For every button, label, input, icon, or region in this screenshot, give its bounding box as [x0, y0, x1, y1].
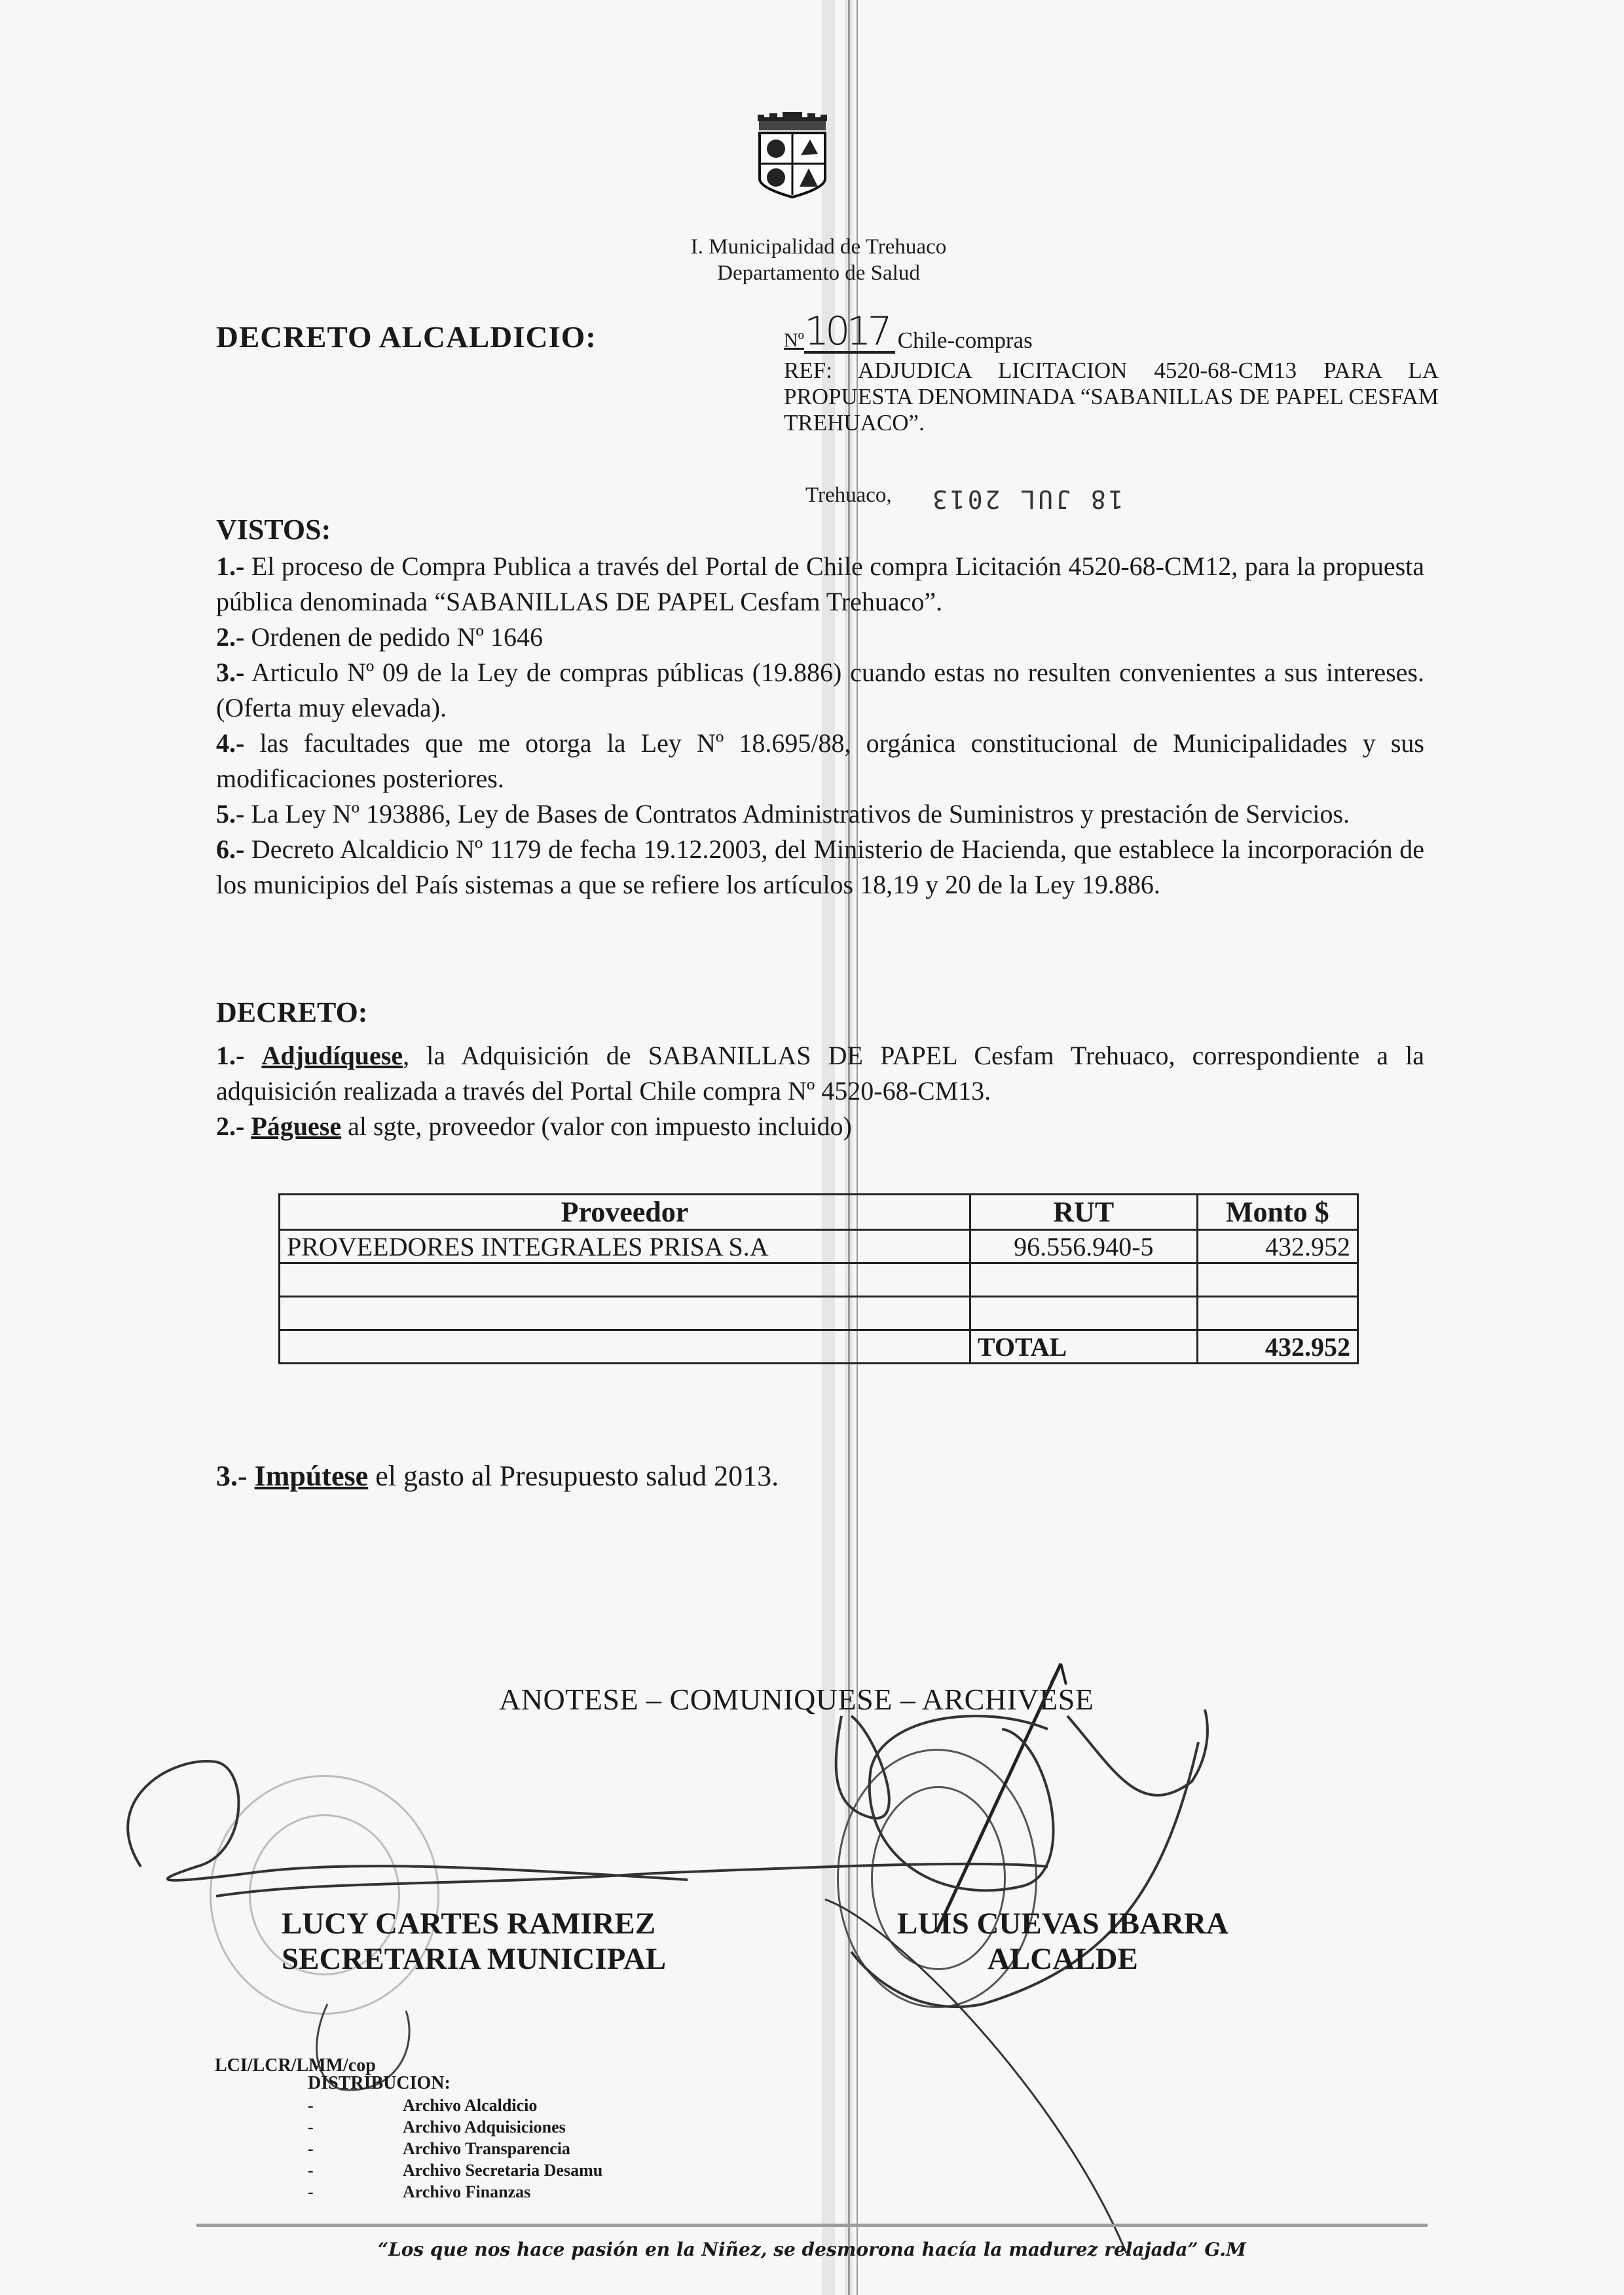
table-row: [280, 1297, 1358, 1330]
bullet: -: [308, 2118, 314, 2136]
distribution-heading: DISTRIBUCION:: [308, 2073, 451, 2093]
item-text: Articulo Nº 09 de la Ley de compras públicas (19.886) cuando estas no resulten convenientes a sus intereses. (Oferta muy elevada).: [216, 658, 1424, 722]
total-label: TOTAL: [970, 1330, 1197, 1364]
item-number: 3.-: [216, 658, 245, 687]
item-number: 3.-: [216, 1460, 248, 1492]
vistos-item: [216, 620, 1424, 655]
distribution-item: [308, 2095, 602, 2116]
item-text: el gasto al Presupuesto salud 2013.: [368, 1460, 779, 1492]
distribution-label: Archivo Secretaria Desamu: [403, 2161, 603, 2180]
decreto-item-paguese: [216, 1109, 1424, 1144]
mayor-role: ALCALDE: [987, 1942, 1138, 1976]
item-text: , la Adquisición de SABANILLAS DE PAPEL Cesfam Trehuaco, correspondiente a la adquisición realizada a través del Portal Chile compra Nº 4520-68-CM13.: [216, 1041, 1425, 1106]
closing-formula: ANOTESE – COMUNIQUESE – ARCHIVESE: [499, 1683, 1094, 1716]
secretary-name: LUCY CARTES RAMIREZ: [282, 1907, 656, 1941]
item-keyword: Impútese: [254, 1460, 369, 1492]
distribution-label: Archivo Finanzas: [403, 2182, 531, 2201]
distribution-label: Archivo Transparencia: [403, 2139, 570, 2158]
distribution-label: Archivo Adquisiciones: [403, 2118, 566, 2136]
provider-table: [278, 1193, 1359, 1364]
distribution-item: [308, 2138, 602, 2159]
cell-rut: [970, 1263, 1197, 1297]
item-text: las facultades que me otorga la Ley Nº 18.695/88, orgánica constitucional de Municipalidades y sus modificaciones posteriores.: [216, 728, 1424, 793]
header-proveedor: Proveedor: [280, 1195, 970, 1230]
vistos-heading: VISTOS:: [216, 513, 331, 546]
coat-of-arms-icon: [750, 108, 835, 200]
item-number: 1.-: [216, 551, 245, 581]
bullet: -: [308, 2182, 314, 2201]
bullet: -: [308, 2139, 314, 2158]
cell-empty: [280, 1330, 970, 1364]
decreto-heading: DECRETO:: [216, 996, 368, 1028]
reference-block: [784, 308, 1439, 436]
item-number: 2.-: [216, 1111, 245, 1141]
vistos-item: [216, 549, 1424, 620]
bullet: -: [308, 2096, 314, 2115]
mayor-name: LUIS CUEVAS IBARRA: [897, 1907, 1228, 1941]
cell-rut: 96.556.940-5: [970, 1230, 1197, 1263]
distribution-label: Archivo Alcaldicio: [403, 2096, 538, 2115]
item-number: 6.-: [216, 834, 245, 864]
table-header-row: [280, 1195, 1358, 1230]
distribution-list: [308, 2095, 602, 2203]
reference-text: REF: ADJUDICA LICITACION 4520-68-CM13 PARA LA PROPUESTA DENOMINADA “SABANILLAS DE PAPEL CESFAM TREHUACO”.: [784, 358, 1439, 436]
table-row: [280, 1230, 1358, 1263]
item-text: Decreto Alcaldicio Nº 1179 de fecha 19.12.2003, del Ministerio de Hacienda, que establece la incorporación de los municipios del País sistemas a que se refiere los artículos 18,19 y 20 de la Ley 19.886.: [216, 834, 1424, 899]
distribution-item: [308, 2159, 602, 2181]
decreto-item-imputese: [216, 1459, 779, 1493]
drafting-initials: LCI/LCR/LMM/cop: [215, 2055, 376, 2076]
item-text: La Ley Nº 193886, Ley de Bases de Contratos Administrativos de Suministros y prestación de Servicios.: [244, 799, 1350, 829]
distribution-item: [308, 2181, 602, 2203]
cell-monto: [1197, 1297, 1357, 1330]
item-text: El proceso de Compra Publica a través del Portal de Chile compra Licitación 4520-68-CM12, para la propuesta pública denominada “SABANILLAS DE PAPEL Cesfam Trehuaco”.: [216, 551, 1424, 616]
cell-proveedor: [280, 1263, 970, 1297]
item-text: Ordenen de pedido Nº 1646: [244, 622, 543, 652]
vistos-item: [216, 726, 1424, 796]
item-keyword: Adjudíquese: [261, 1041, 403, 1070]
table-row: [280, 1263, 1358, 1297]
department-name: Departamento de Salud: [717, 261, 920, 285]
vistos-item: [216, 832, 1424, 903]
cell-proveedor: PROVEEDORES INTEGRALES PRISA S.A: [280, 1230, 970, 1263]
table-total-row: [280, 1330, 1358, 1364]
secretary-role: SECRETARIA MUNICIPAL: [282, 1942, 667, 1976]
bullet: -: [308, 2161, 314, 2180]
decreto-list: [216, 1038, 1424, 1144]
item-number: 4.-: [216, 728, 245, 758]
number-label: Nº: [784, 329, 804, 351]
header-rut: RUT: [970, 1195, 1197, 1230]
municipality-header: [655, 234, 982, 286]
decreto-item-adjudiquese: [216, 1038, 1424, 1109]
item-number: 2.-: [216, 622, 245, 652]
decree-number-row: [784, 308, 1439, 354]
vistos-list: [216, 549, 1424, 903]
footer-divider: [196, 2224, 1428, 2227]
cell-monto: 432.952: [1197, 1230, 1357, 1263]
document-title: DECRETO ALCALDICIO:: [216, 320, 597, 354]
item-text: al sgte, proveedor (valor con impuesto incluido): [341, 1111, 852, 1141]
total-value: 432.952: [1197, 1330, 1357, 1364]
place: Trehuaco,: [805, 483, 892, 507]
vistos-item: [216, 655, 1424, 726]
vistos-item: [216, 796, 1424, 832]
mayor-signature-block: [897, 1906, 1228, 1977]
footer-quote: “Los que nos hace pasión en la Niñez, se desmorona hacía la madurez relajada” G.M: [377, 2239, 1247, 2260]
item-keyword: Páguese: [251, 1111, 342, 1141]
distribution-item: [308, 2116, 602, 2138]
number-suffix: Chile-compras: [897, 327, 1033, 353]
item-number: 1.-: [216, 1041, 245, 1070]
secretary-signature-block: [282, 1906, 666, 1977]
date-stamp: 18 JUL 2013: [930, 485, 1124, 513]
decree-number: 1017: [804, 312, 895, 354]
municipality-name: I. Municipalidad de Trehuaco: [690, 235, 947, 259]
cell-proveedor: [280, 1297, 970, 1330]
header-monto: Monto $: [1197, 1195, 1357, 1230]
item-number: 5.-: [216, 799, 245, 829]
cell-rut: [970, 1297, 1197, 1330]
cell-monto: [1197, 1263, 1357, 1297]
